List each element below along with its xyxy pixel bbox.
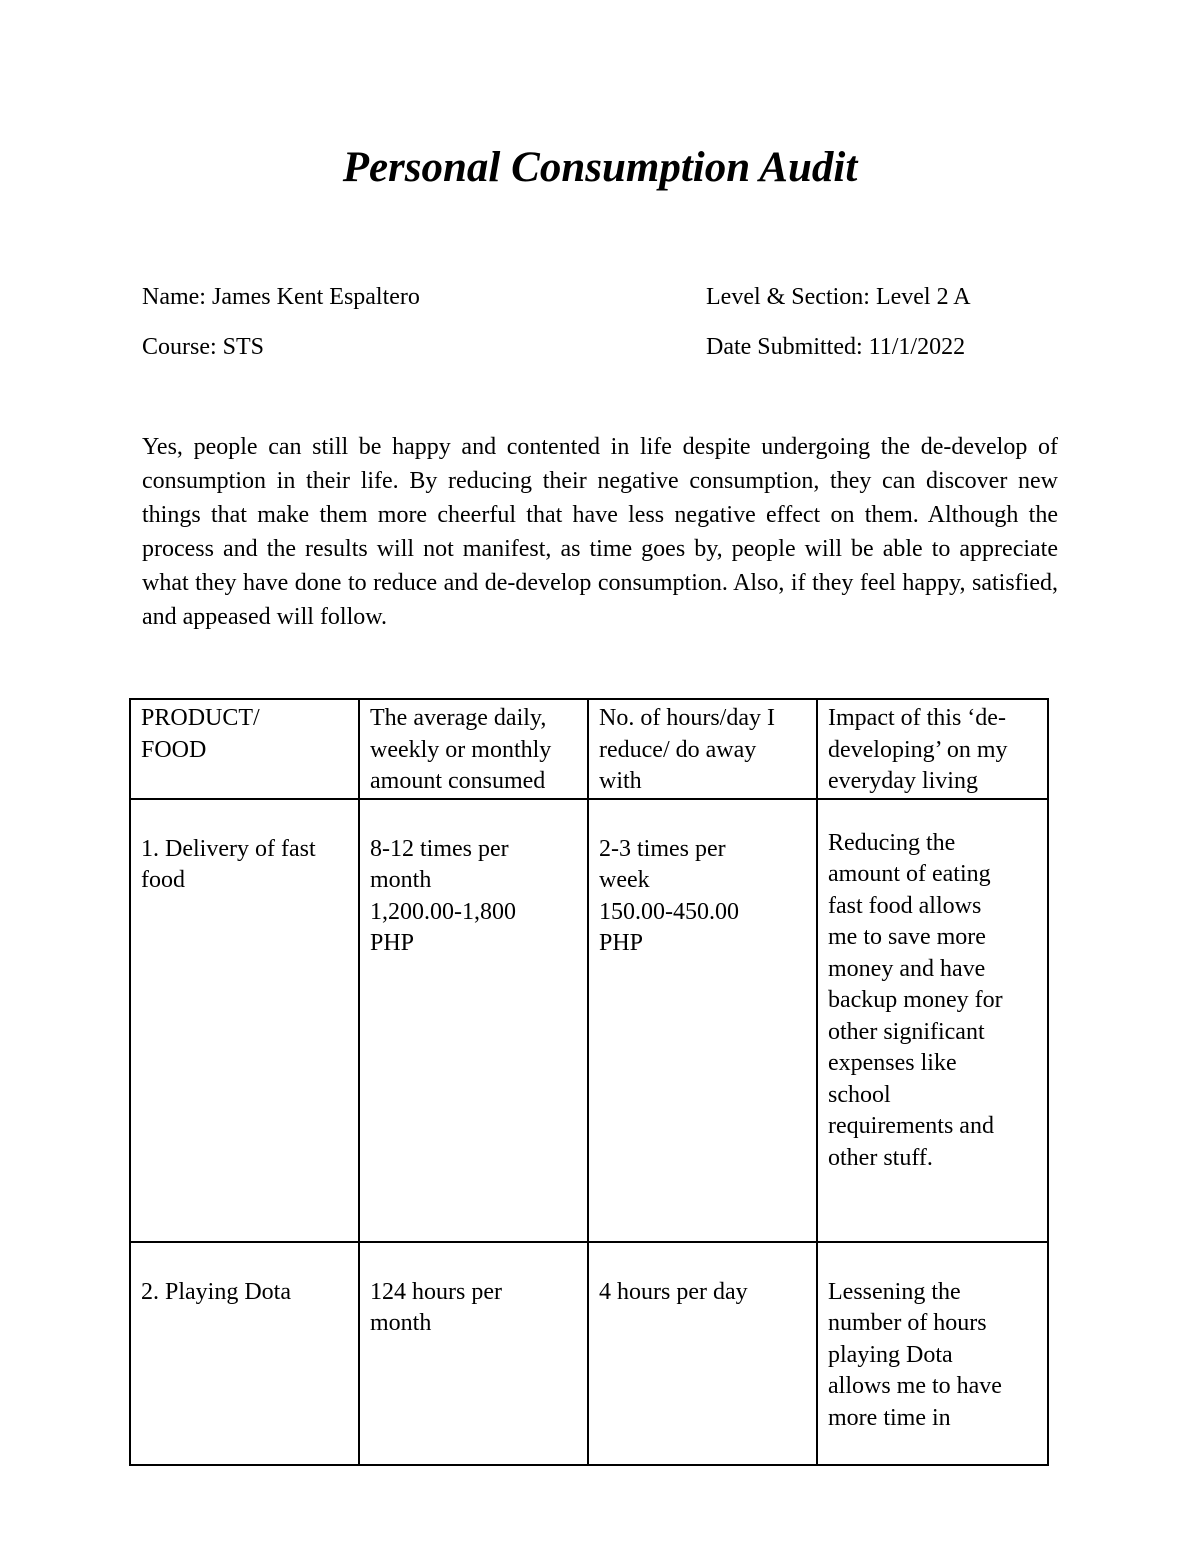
- course: Course: STS: [142, 334, 265, 360]
- cell-line: developing’ on my: [828, 736, 1008, 763]
- cell-line: fast food allows: [828, 892, 982, 919]
- cell-line: expenses like: [828, 1050, 957, 1076]
- cell-line: amount consumed: [370, 768, 546, 794]
- cell-line: me to save more: [828, 924, 986, 950]
- cell-line: FOOD: [141, 736, 207, 763]
- table-header-row: [130, 699, 1048, 799]
- cell-hours-reduced: [588, 799, 817, 1242]
- level-section: Level & Section: Level 2 A: [706, 284, 971, 310]
- header-average-amount: [359, 699, 588, 799]
- cell-impact: [817, 1242, 1048, 1465]
- cell-line: month: [370, 1310, 432, 1336]
- cell-product: [130, 1242, 359, 1465]
- cell-line: The average daily,: [370, 705, 547, 731]
- cell-average-amount: [359, 1242, 588, 1465]
- cell-line: Reducing the: [828, 829, 956, 856]
- cell-line: week: [599, 867, 650, 893]
- cell-line: requirements and: [828, 1113, 994, 1139]
- table-row: [130, 799, 1048, 1242]
- header-hours-reduced: [588, 699, 817, 799]
- cell-line: 2-3 times per: [599, 835, 726, 862]
- header-product-food: [130, 699, 359, 799]
- cell-line: 4 hours per day: [599, 1278, 748, 1305]
- cell-line: 2. Playing Dota: [141, 1278, 291, 1305]
- cell-line: other stuff.: [828, 1144, 933, 1171]
- cell-line: money and have: [828, 955, 986, 982]
- document-title: Personal Consumption Audit: [342, 144, 858, 191]
- cell-line: PHP: [370, 930, 415, 956]
- consumption-audit-table: [129, 698, 1049, 1466]
- cell-line: PRODUCT/: [141, 705, 260, 731]
- cell-line: weekly or monthly: [370, 736, 552, 763]
- cell-line: month: [370, 867, 432, 893]
- cell-line: amount of eating: [828, 861, 991, 887]
- student-name: Name: James Kent Espaltero: [142, 284, 420, 310]
- cell-line: with: [599, 768, 642, 794]
- cell-line: 1. Delivery of fast: [141, 835, 316, 862]
- cell-line: 8-12 times per: [370, 835, 509, 862]
- cell-line: everyday living: [828, 768, 978, 794]
- reflection-paragraph: Yes, people can still be happy and contented in life despite undergoing the de-develop of consumption in their life. By reducing their negative consumption, they can discover new things that make them more cheerful that have less negative effect on them. Although the process and the results will not manifest, as time goes by, people will be able to appreciate what they have done to reduce and de-develop consumption. Also, if they feel happy, satisfied, and appeased will follow.: [142, 434, 1058, 630]
- cell-line: playing Dota: [828, 1341, 953, 1368]
- cell-line: 1,200.00-1,800: [370, 898, 516, 925]
- cell-line: No. of hours/day I: [599, 705, 775, 731]
- cell-impact: [817, 799, 1048, 1242]
- header-impact: [817, 699, 1048, 799]
- table-row: [130, 1242, 1048, 1465]
- cell-line: food: [141, 867, 185, 893]
- cell-line: Impact of this ‘de-: [828, 705, 1006, 731]
- cell-line: 124 hours per: [370, 1278, 502, 1305]
- date-submitted: Date Submitted: 11/1/2022: [706, 334, 966, 360]
- cell-line: school: [828, 1081, 891, 1108]
- cell-line: allows me to have: [828, 1373, 1002, 1399]
- cell-line: 150.00-450.00: [599, 898, 739, 925]
- cell-line: reduce/ do away: [599, 736, 757, 763]
- cell-product: [130, 799, 359, 1242]
- cell-line: more time in: [828, 1404, 951, 1431]
- cell-hours-reduced: [588, 1242, 817, 1465]
- cell-line: PHP: [599, 930, 644, 956]
- cell-line: other significant: [828, 1018, 985, 1045]
- cell-line: number of hours: [828, 1310, 987, 1336]
- cell-average-amount: [359, 799, 588, 1242]
- cell-line: backup money for: [828, 987, 1003, 1013]
- cell-line: Lessening the: [828, 1278, 961, 1305]
